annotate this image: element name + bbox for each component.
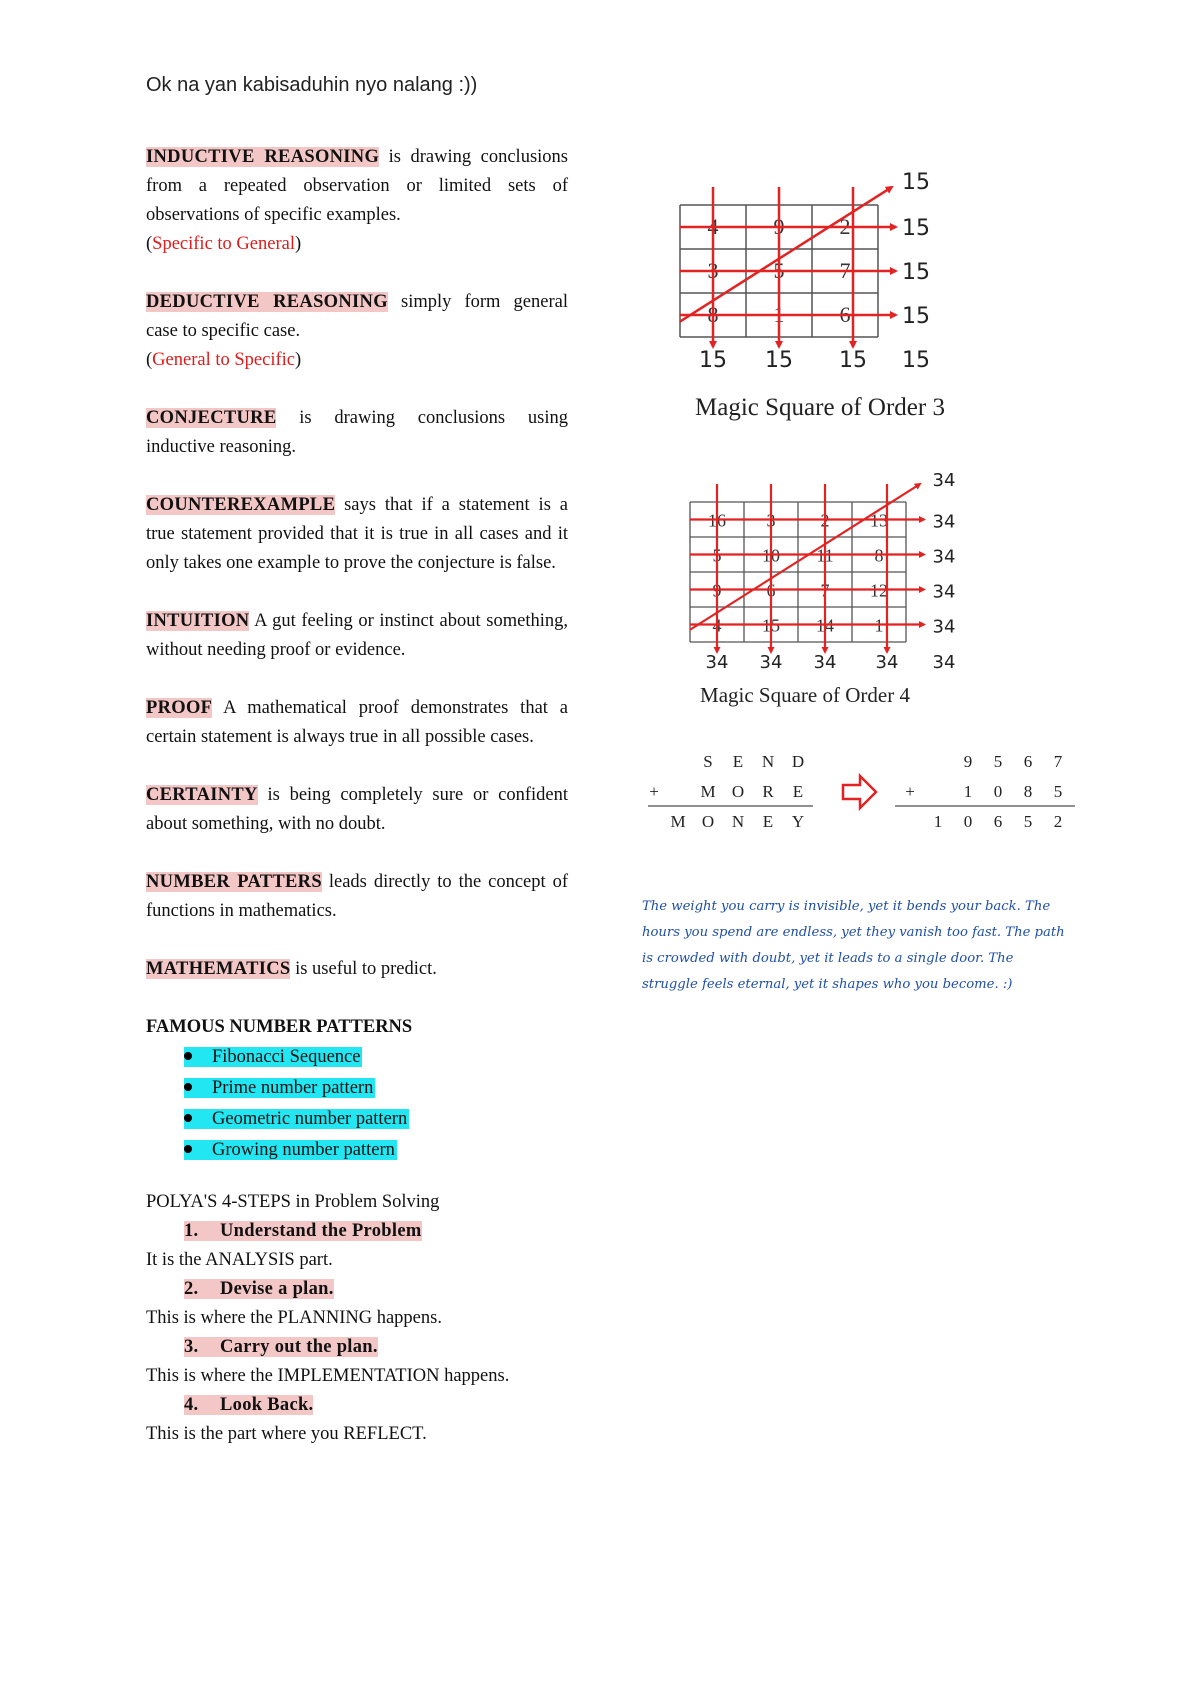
polya-title: POLYA'S 4-STEPS in Problem Solving: [146, 1192, 440, 1212]
bullet-icon: [184, 1114, 192, 1122]
bullet-icon: [184, 1145, 192, 1153]
corner-sum: 15: [902, 348, 930, 373]
magic-cell: 8: [707, 302, 719, 327]
magic-cell: 12: [870, 580, 888, 601]
magic-square-4: [680, 466, 970, 716]
crypt-digit: S: [703, 752, 713, 771]
intro-text: Ok na yan kabisaduhin nyo nalang :)): [146, 74, 478, 96]
step-number: 2.: [184, 1279, 199, 1299]
row-sum: 34: [932, 511, 956, 533]
crypt-result-digit: 0: [963, 812, 973, 831]
deductive-note: General to Specific: [152, 350, 295, 370]
polya-step-2-desc: This is where the PLANNING happens.: [146, 1308, 442, 1328]
arrow-right-icon: [843, 776, 876, 808]
list-item: [184, 1073, 568, 1104]
cryptarithm: [640, 745, 1080, 845]
col-sum: 15: [699, 348, 727, 373]
term-mathematics: MATHEMATICS: [146, 959, 291, 979]
crypt-digit: 8: [1023, 782, 1033, 801]
diagonal-sum: 34: [932, 470, 956, 491]
crypt-digit: N: [761, 752, 775, 771]
crypt-digit: 7: [1053, 752, 1063, 771]
magic-cell: 6: [766, 580, 776, 601]
def-number-patters: [146, 868, 568, 926]
step-number: 4.: [184, 1395, 199, 1415]
def-counterexample-text: says that if a statement is a true statement provided that it is true in all cases and it only takes one example to prove the conjecture is false.: [146, 495, 568, 573]
crypt-digit: 1: [963, 782, 973, 801]
list-item: [184, 1104, 568, 1135]
def-certainty: [146, 781, 568, 839]
step-number: 1.: [184, 1221, 199, 1241]
crypt-digit: E: [792, 782, 804, 801]
polya-step-1: [184, 1217, 568, 1246]
crypt-result-digit: 5: [1023, 812, 1033, 831]
pattern-label: Growing number pattern: [212, 1140, 395, 1160]
magic-cell: 9: [773, 214, 785, 239]
col-sum: 34: [705, 652, 729, 673]
def-intuition-text: A gut feeling or instinct about something, without needing proof or evidence.: [146, 611, 568, 660]
def-conjecture: [146, 404, 568, 462]
magic-cell: 10: [762, 545, 780, 566]
inductive-note: Specific to General: [152, 234, 295, 254]
def-intuition: [146, 607, 568, 665]
magic-cell: 2: [820, 510, 830, 531]
term-counterexample: COUNTEREXAMPLE: [146, 495, 336, 515]
col-sum: 34: [813, 652, 837, 673]
crypt-result-digit: Y: [791, 812, 805, 831]
list-item: [184, 1042, 568, 1073]
row-sum: 34: [932, 581, 956, 603]
col-sum: 15: [839, 348, 867, 373]
def-inductive: INDUCTIVE REASONING is drawing conclusions from a repeated observation or limited sets of observations of specific examples. (Specific to General): [146, 147, 568, 254]
def-mathematics-text: is useful to predict.: [290, 959, 437, 979]
pattern-label: Geometric number pattern: [212, 1109, 408, 1129]
crypt-result-digit: O: [701, 812, 715, 831]
crypt-result-digit: 2: [1053, 812, 1063, 831]
magic-cell: 1: [874, 615, 884, 636]
magic-cell: 16: [708, 510, 726, 531]
def-proof-text: A mathematical proof demonstrates that a certain statement is always true in all possible cases.: [146, 698, 568, 747]
magic-square-4-caption: Magic Square of Order 4: [700, 683, 910, 707]
crypt-digit: 6: [1023, 752, 1033, 771]
quote-text: The weight you carry is invisible, yet it bends your back. The hours you spend are endless, yet they vanish too fast. The path is crowded with doubt, yet it leads to a single door. The struggle feels eternal, yet it shapes who you become. :): [642, 899, 1065, 992]
pattern-label: Fibonacci Sequence: [212, 1047, 361, 1067]
step-number: 3.: [184, 1337, 199, 1357]
crypt-digit: O: [731, 782, 745, 801]
definitions-column: [146, 143, 568, 1449]
magic-square-3: [660, 160, 980, 430]
list-item: [184, 1135, 568, 1166]
bullet-icon: [184, 1052, 192, 1060]
magic-cell: 3: [766, 510, 776, 531]
def-deductive-text: simply form general case to specific case.: [146, 292, 568, 341]
crypt-result-digit: 6: [993, 812, 1003, 831]
def-counterexample: [146, 491, 568, 578]
patterns-heading: FAMOUS NUMBER PATTERNS: [146, 1017, 413, 1037]
def-inductive-text: is drawing conclusions from a repeated observation or limited sets of observations of specific examples.: [146, 147, 568, 225]
magic-cell: 13: [870, 510, 888, 531]
diagonal-sum: 15: [902, 170, 930, 195]
magic-cell: 7: [839, 258, 851, 283]
magic-cell: 11: [816, 545, 834, 566]
row-sum: 34: [932, 546, 956, 568]
polya-step-3-desc: This is where the IMPLEMENTATION happens.: [146, 1366, 510, 1386]
diagonal-sum-arrow: [690, 484, 920, 630]
step-label: Understand the Problem: [220, 1221, 422, 1241]
crypt-result-digit: N: [731, 812, 745, 831]
magic-cell: 14: [816, 615, 834, 636]
crypt-digit: 5: [1053, 782, 1063, 801]
term-conjecture: CONJECTURE: [146, 408, 277, 428]
magic-cell: 6: [839, 302, 851, 327]
term-proof: PROOF: [146, 698, 213, 718]
def-certainty-text: is being completely sure or confident about something, with no doubt.: [146, 785, 568, 834]
plus-sign: +: [649, 782, 659, 801]
magic-cell: 5: [773, 258, 785, 283]
crypt-digit: 5: [993, 752, 1003, 771]
patterns-list: [146, 1042, 568, 1166]
magic-cell: 1: [773, 302, 785, 327]
polya-step-4-desc: This is the part where you REFLECT.: [146, 1424, 427, 1444]
magic-cell: 3: [707, 258, 719, 283]
corner-sum: 34: [932, 652, 956, 673]
magic-cell: 15: [762, 615, 780, 636]
polya-step-2: [184, 1275, 568, 1304]
crypt-digit: 0: [993, 782, 1003, 801]
crypt-result-digit: 1: [933, 812, 943, 831]
magic-cell: 2: [839, 214, 851, 239]
polya-step-4: [184, 1391, 568, 1420]
def-deductive: DEDUCTIVE REASONING simply form general case to specific case. (General to Specific): [146, 292, 568, 370]
term-intuition: INTUITION: [146, 611, 250, 631]
term-inductive: INDUCTIVE REASONING: [146, 147, 380, 167]
polya-step-3: [184, 1333, 568, 1362]
row-sum: 34: [932, 616, 956, 638]
def-number-patters-text: leads directly to the concept of functions in mathematics.: [146, 872, 568, 921]
row-sum: 15: [902, 216, 930, 241]
crypt-result-digit: E: [762, 812, 774, 831]
polya-step-1-desc: It is the ANALYSIS part.: [146, 1250, 333, 1270]
col-sum: 15: [765, 348, 793, 373]
crypt-digit: 9: [963, 752, 973, 771]
row-sum: 15: [902, 260, 930, 285]
magic-cell: 4: [707, 214, 719, 239]
step-label: Carry out the plan.: [220, 1337, 378, 1357]
crypt-digit: M: [700, 782, 716, 801]
crypt-digit: R: [762, 782, 774, 801]
step-label: Look Back.: [220, 1395, 314, 1415]
term-deductive: DEDUCTIVE REASONING: [146, 292, 388, 312]
def-proof: [146, 694, 568, 752]
def-mathematics: [146, 955, 568, 984]
crypt-digit: E: [732, 752, 744, 771]
crypt-digit: D: [791, 752, 805, 771]
def-conjecture-text: is drawing conclusions using inductive reasoning.: [146, 408, 568, 457]
bullet-icon: [184, 1083, 192, 1091]
magic-cell: 4: [712, 615, 722, 636]
step-label: Devise a plan.: [220, 1279, 334, 1299]
col-sum: 34: [759, 652, 783, 673]
row-sum: 15: [902, 304, 930, 329]
term-certainty: CERTAINTY: [146, 785, 258, 805]
magic-square-3-caption: Magic Square of Order 3: [695, 394, 945, 421]
crypt-result-digit: M: [670, 812, 686, 831]
magic-cell: 9: [712, 580, 722, 601]
pattern-label: Prime number pattern: [212, 1078, 374, 1098]
magic-cell: 8: [874, 545, 884, 566]
term-number-patters: NUMBER PATTERS: [146, 872, 322, 892]
plus-sign: +: [905, 782, 915, 801]
col-sum: 34: [875, 652, 899, 673]
magic-cell: 5: [712, 545, 722, 566]
magic-cell: 7: [820, 580, 830, 601]
